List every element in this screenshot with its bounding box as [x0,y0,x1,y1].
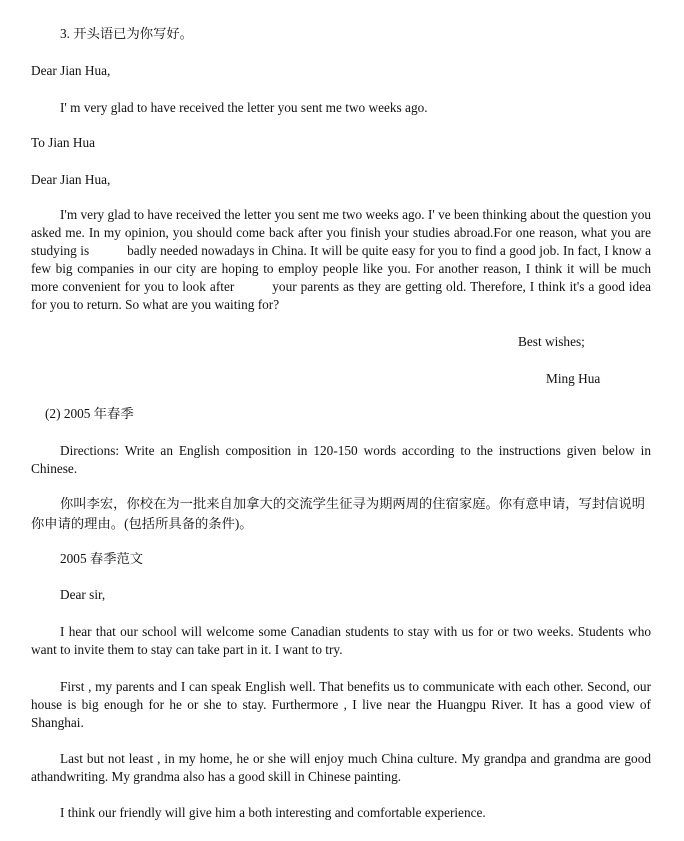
letter2-salutation: Dear sir, [60,587,106,602]
letter1-closing: Best wishes; [518,334,585,349]
letter1-signature: Ming Hua [546,371,601,386]
item-3-heading: 3. 开头语已为你写好。 [60,26,193,41]
letter2-paragraph: I think our friendly will give him a both interesting and comfortable experience. [60,805,486,820]
letter1-body [31,206,651,314]
letter-recipient: To Jian Hua [31,135,96,150]
letter2-paragraph: First , my parents and I can speak English well. That benefits us to communicate with each other. Second, our house is big enough for he or she to stay. Furthermore , I live near the Huangpu River. It has a good view of Shanghai. [31,679,651,730]
letter2-paragraph: Last but not least , in my home, he or she will enjoy much China culture. My grandpa and grandma are good athandwriting. My grandma also has a good skill in Chinese painting. [31,751,651,784]
letter1-salutation: Dear Jian Hua, [31,172,111,187]
directions-text: Directions: Write an English composition in 120-150 words according to the instructions given below in Chinese. [31,443,651,476]
prompt-chinese: 你叫李宏，你校在为一批来自加拿大的交流学生征寻为期两周的住宿家庭。你有意申请，写封信说明你申请的理由。(包括所具备的条件)。 [31,496,646,531]
opening-first-line: I' m very glad to have received the letter you sent me two weeks ago. [60,100,428,115]
letter2-paragraph: I hear that our school will welcome some Canadian students to stay with us for or two weeks. Students who want to invite them to stay can take part in it. I want to try. [31,624,651,657]
letter1-body-part1: I'm very glad to have received the letter you sent me two weeks ago. I' ve been thinking about the question you asked me. In my opinion, you should come back after you finish your studies abroad.For one reason, what you are studying is [31,207,651,258]
opening-salutation: Dear Jian Hua, [31,63,111,78]
letter1-body-part3: your parents as they are getting old. Therefore, I think it's a good idea for you to return. So what are you waiting for? [31,279,651,312]
section-2-heading: (2) 2005 年春季 [45,406,134,421]
letter1-body-part2: badly needed nowadays in China. It will be quite easy for you to find a good job. In fact, I know a few big companies in our city are hoping to employ people like you. For another reason, I think it will be much more convenient for you to look after [31,243,652,294]
sample-essay-title: 2005 春季范文 [60,551,144,566]
